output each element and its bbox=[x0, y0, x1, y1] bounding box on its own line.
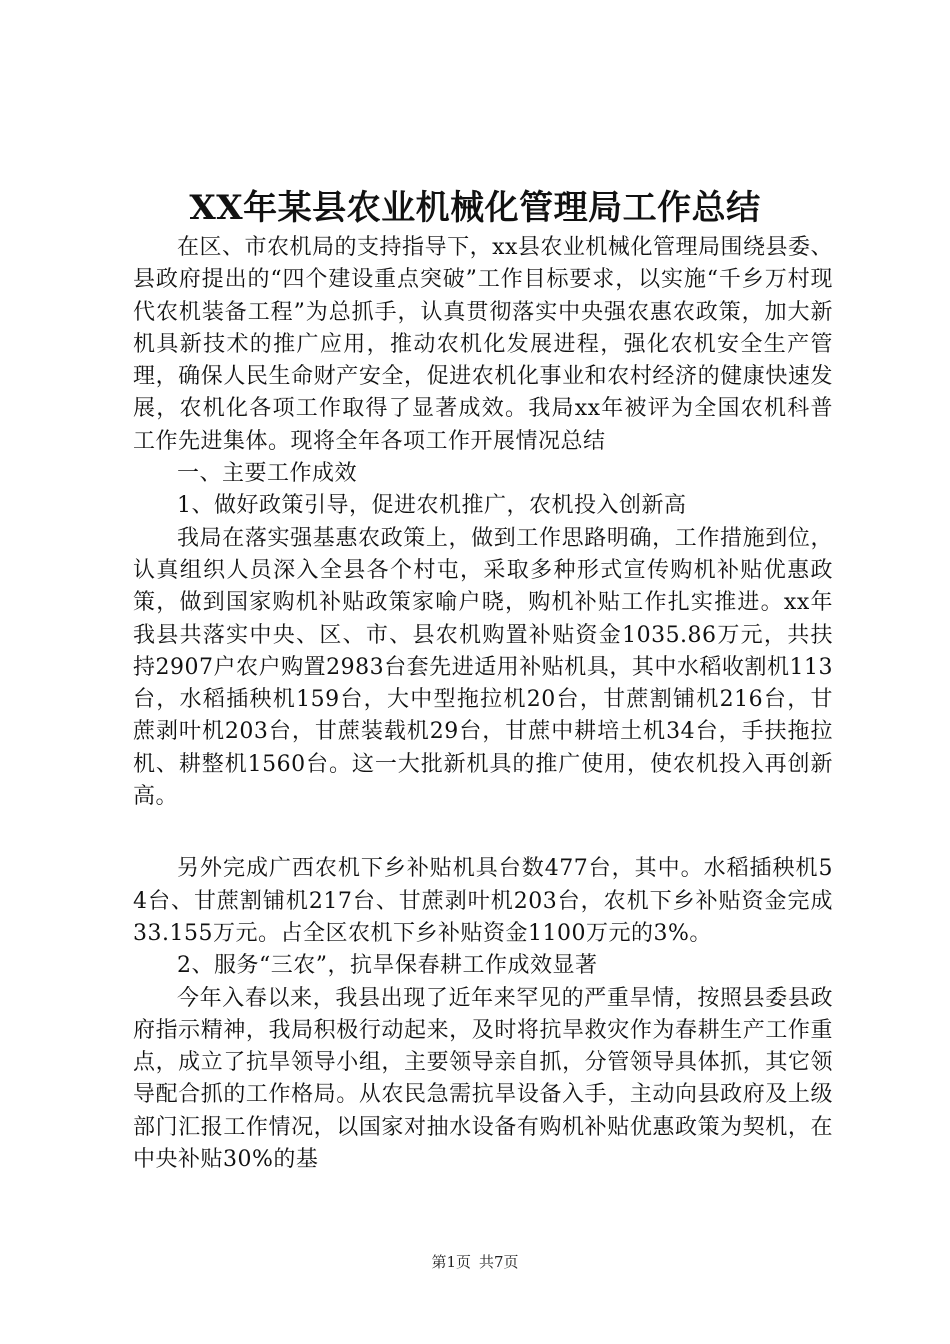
body-paragraph: 我局在落实强基惠农政策上，做到工作思路明确，工作措施到位，认真组织人员深入全县各个村屯，采取多种形式宣传购机补贴优惠政策，做到国家购机补贴政策家喻户晓，购机补贴工作扎实推进。xx年我县共落实中央、区、市、县农机购置补贴资金1035.86万元，共扶持2907户农户购置2983台套先进适用补贴机具，其中水稻收割机113台，水稻插秧机159台，大中型拖拉机20台，甘蔗割铺机216台，甘蔗剥叶机203台，甘蔗装载机29台，甘蔗中耕培土机34台，手扶拖拉机、耕整机1560台。这一大批新机具的推广使用，使农机投入再创新高。 bbox=[133, 525, 833, 810]
document-body bbox=[133, 232, 833, 1176]
subsection-heading: 1、做好政策引导，促进农机推广，农机投入创新高 bbox=[177, 493, 687, 519]
body-paragraph: 另外完成广西农机下乡补贴机具台数477台，其中。水稻插秧机54台、甘蔗割铺机217台、甘蔗剥叶机203台，农机下乡补贴资金完成33.155万元。占全区农机下乡补贴资金1100万元的3%。 bbox=[133, 856, 833, 946]
page-total: 共7页 bbox=[479, 1253, 519, 1271]
document-title: XX年某县农业机械化管理局工作总结 bbox=[189, 188, 761, 228]
paragraph-gap bbox=[133, 813, 833, 853]
body-paragraph: 今年入春以来，我县出现了近年来罕见的严重旱情，按照县委县政府指示精神，我局积极行动起来，及时将抗旱救灾作为春耕生产工作重点，成立了抗旱领导小组，主要领导亲自抓，分管领导具体抓，其它领导配合抓的工作格局。从农民急需抗旱设备入手，主动向县政府及上级部门汇报工作情况，以国家对抽水设备有购机补贴优惠政策为契机，在中央补贴30%的基 bbox=[133, 985, 833, 1173]
section-heading: 一、主要工作成效 bbox=[177, 461, 358, 487]
page-footer bbox=[0, 1252, 950, 1272]
page-number: 第1页 bbox=[431, 1253, 471, 1271]
subsection-heading: 2、服务“三农”，抗旱保春耕工作成效显著 bbox=[177, 953, 598, 979]
intro-paragraph: 在区、市农机局的支持指导下，xx县农业机械化管理局围绕县委、县政府提出的“四个建设重点突破”工作目标要求，以实施“千乡万村现代农机装备工程”为总抓手，认真贯彻落实中央强农惠农政策，加大新机具新技术的推广应用，推动农机化发展进程，强化农机安全生产管理，确保人民生命财产安全，促进农机化事业和农村经济的健康快速发展，农机化各项工作取得了显著成效。我局xx年被评为全国农机科普工作先进集体。现将全年各项工作开展情况总结 bbox=[133, 235, 833, 454]
